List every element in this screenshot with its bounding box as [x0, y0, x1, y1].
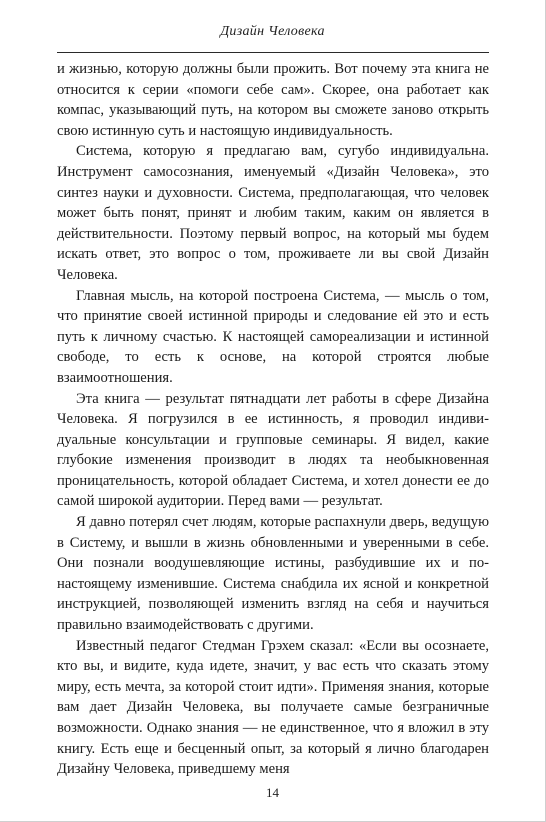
page-number: 14	[266, 785, 279, 800]
paragraph: Эта книга — результат пятнадцати лет работы в сфере Дизайна Человека. Я погрузился в ее истинность, я проводил индивидуальные консультации и групповые семинары. Я видел, какие глубокие изменения производит в людях та необыкновенная проницательность, которой обладает Система, и хотел донести ее до самой широкой аудитории. Перед вами — результат.	[57, 390, 489, 510]
paragraph: Я давно потерял счет людям, которые распахнули дверь, ведущую в Систему, и вышли в жизнь обновленными и уверенными в себе. Они познали воодушевляющие истины, разбудившие их и по-настоящему изменившие. Система снабдила их ясной и конкретной инструкцией, позволяющей изменить взгляд на себя и научиться правильно взаимодействовать с другими.	[57, 514, 489, 634]
running-head-title: Дизайн Человека	[220, 24, 325, 39]
paragraph: Известный педагог Стедман Грэхем сказал: «Если вы осознаете, кто вы, и видите, куда идете, значит, у вас есть что сказать этому миру, есть мечта, за которой стоит идти». Применяя знания, которые вам дает Дизайн Человека, вы получаете самые безграничные возможности. Однако знания — не единственное, что я вложил в эту книгу. Есть еще и бесценный опыт, за который я лично благодарен Дизайну Человека, приведшему меня	[57, 637, 489, 778]
paragraph: Система, которую я предлагаю вам, сугубо индивидуальна. Инструмент самосознания, именуемый «Дизайн Человека», это синтез науки и духовности. Система, предполагающая, что человек может быть понят, принят и любим таким, каким он является в действительности. Поэтому первый вопрос, на который мы будем искать ответ, это вопрос о том, проживаете ли вы свой Дизайн Человека.	[57, 143, 489, 283]
body-text	[57, 59, 489, 780]
paragraph-continued: и жизнью, которую должны были прожить. Вот почему эта книга не относится к серии «помоги себе сам». Скорее, она работает как компас, указывающий путь, на котором вы сможете заново открыть свою истинную суть и настоящую индивидуальность.	[57, 61, 489, 139]
header-rule	[57, 52, 489, 53]
paragraph: Главная мысль, на которой построена Система, — мысль о том, что принятие своей истинной природы и следование ей это и есть путь к личному счастью. К настоящей самореализации и истинной свободе, то есть к основе, на которой строятся любые взаимоотношения.	[57, 287, 489, 386]
